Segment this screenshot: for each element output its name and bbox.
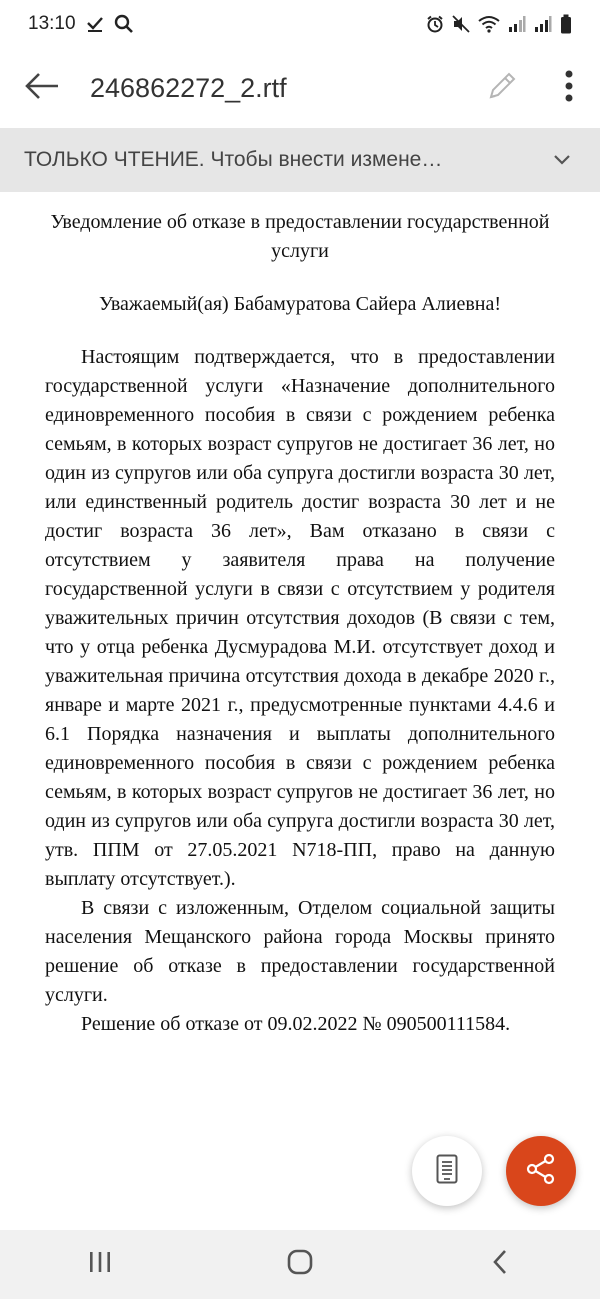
status-bar <box>0 0 600 48</box>
read-only-banner-text: ТОЛЬКО ЧТЕНИЕ. Чтобы внести измене… <box>24 148 443 171</box>
document-paragraph: В связи с изложенным, Отделом социальной защиты населения Мещанского района города Москвы принято решение об отказе в предоставлении государственной услуги. <box>45 897 555 1006</box>
more-options-button[interactable] <box>538 48 600 128</box>
edit-button[interactable] <box>466 48 538 128</box>
document-view-button[interactable] <box>412 1136 482 1206</box>
back-chevron-icon <box>492 1249 508 1280</box>
status-time: 13:10 <box>28 13 76 34</box>
battery-icon <box>560 14 572 34</box>
recent-apps-icon <box>88 1251 112 1278</box>
system-nav-bar <box>0 1230 600 1299</box>
wifi-icon <box>478 15 500 33</box>
document-title: Уведомление об отказе в предоставлении государственной услуги <box>50 211 550 262</box>
arrow-left-icon <box>24 72 60 105</box>
mute-icon <box>452 15 470 33</box>
alarm-icon <box>426 15 444 33</box>
pencil-icon <box>485 69 519 108</box>
signal-icon <box>508 15 526 33</box>
document-view[interactable] <box>0 192 600 1230</box>
chevron-down-icon[interactable] <box>548 154 576 166</box>
document-paragraph: Настоящим подтверждается, что в предоставлении государственной услуги «Назначение дополнительного единовременного пособия в связи с рождением ребенка семьям, в которых возраст супругов не достигает 36 лет, но один из супругов или оба супруга достигли возраста 30 лет, или единственный родитель достиг возраста 30 лет и не достиг возраста 36 лет», Вам отказано в связи с отсутствием у заявителя права на получение государственной услуги в связи с отсутствием у родителя уважительных причин отсутствия доходов (В связи с тем, что у отца ребенка Дусмурадова М.И. отсутствует доход и уважительная причина отсутствия дохода в декабре 2020 г., январе и марте 2021 г., предусмотренные пунктами 4.4.6 и 6.1 Порядка назначения и выплаты дополнительного единовременного пособия в связи с рождением ребенка семьям, в которых возраст супругов не достигает 36 лет, но один из супругов или оба супруга достигли возраста 30 лет, утв. ППМ от 27.05.2021 N718-ПП, право на данную выплату отсутствует.). <box>45 346 555 890</box>
read-only-banner[interactable] <box>0 128 600 192</box>
document-paragraph: Решение об отказе от 09.02.2022 № 090500111584. <box>81 1013 511 1035</box>
more-vert-icon <box>565 70 573 107</box>
document-view-icon <box>436 1154 458 1189</box>
back-nav-button[interactable] <box>440 1230 560 1299</box>
share-icon <box>525 1153 557 1190</box>
app-bar <box>0 48 600 128</box>
status-right <box>426 14 572 34</box>
signal-icon <box>534 15 552 33</box>
check-download-icon <box>86 15 104 33</box>
home-icon <box>287 1249 313 1280</box>
search-icon <box>114 14 134 34</box>
home-button[interactable] <box>240 1230 360 1299</box>
document-greeting: Уважаемый(ая) Бабамуратова Сайера Алиевна! <box>98 293 502 315</box>
status-left <box>28 13 134 35</box>
back-button[interactable] <box>0 48 84 128</box>
file-name: 246862272_2.rtf <box>90 72 287 103</box>
share-button[interactable] <box>506 1136 576 1206</box>
recent-apps-button[interactable] <box>40 1230 160 1299</box>
